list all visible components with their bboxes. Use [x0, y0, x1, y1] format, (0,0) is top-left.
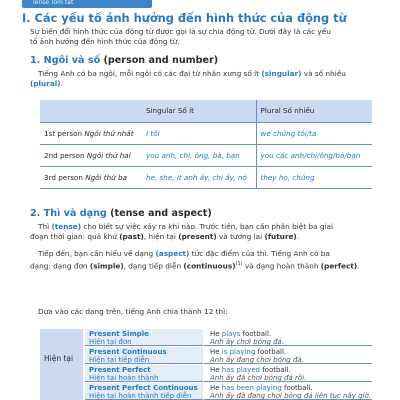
tense-name-cell	[85, 383, 203, 400]
table-row	[40, 122, 372, 144]
subsection-1-number: 1.	[30, 55, 41, 66]
person-table	[40, 100, 372, 189]
table-row	[85, 383, 372, 400]
person-cell	[40, 166, 142, 188]
example-object: football.	[259, 366, 291, 374]
banner-text: Tense Tóm tắt	[32, 0, 74, 6]
subsection-1-heading	[30, 55, 218, 66]
plural-cell: you các anh/chị/ông/bà/bạn	[256, 144, 372, 166]
tense-name-cell	[85, 365, 203, 382]
tense-example-cell	[204, 347, 372, 364]
plural-cell: we chúng tôi/ta	[256, 122, 372, 144]
tense-name-en: Present Simple	[89, 330, 149, 338]
person-vi: Ngôi thứ ba	[85, 172, 127, 182]
aspect-line-1: Tiếp đến, bạn cần hiểu về dạng (aspect) tức đặc điểm của thì. Tiếng Anh có ba	[38, 249, 330, 258]
tense-example-cell	[204, 383, 372, 400]
tense-name-vi: Hiện tại tiếp diễn	[89, 356, 150, 364]
tense-name-cell	[85, 347, 203, 364]
example-verb: is playing	[221, 348, 256, 356]
intro-line-1: Sự biến đổi hình thức của động từ được gọi là sự chia động từ. Dưới đây là các yếu	[30, 27, 331, 36]
subsection-1-paragraph	[30, 69, 388, 89]
subsection-2-title: Thì và dạng	[43, 208, 107, 219]
header-plural: Plural Số nhiều	[256, 100, 372, 122]
singular-cell: he, she, it anh ấy, chị ấy, nó	[142, 166, 256, 188]
example-verb: has played	[221, 366, 260, 374]
plural-term: (plural)	[30, 79, 61, 88]
subsection-2-heading	[30, 208, 212, 219]
singular-term: (singular)	[261, 69, 302, 78]
table-row	[85, 365, 372, 382]
example-object: football.	[240, 330, 272, 338]
header-singular: Singular Số ít	[142, 100, 256, 122]
tense-name-en: Present Continuous	[89, 348, 167, 356]
example-translation: Anh ấy đang chơi bóng đá.	[210, 356, 304, 364]
table-row	[40, 144, 372, 166]
tense-paragraph	[30, 222, 390, 242]
person-en: 1st person	[44, 128, 83, 138]
tense-group-cell	[40, 329, 84, 400]
example-object: football.	[255, 348, 287, 356]
example-verb: has been playing	[221, 384, 282, 392]
plural-cell: they họ, chúng	[256, 166, 372, 188]
example-translation: Anh ấy đã đang chơi bóng đá liên tục nãy giờ.	[210, 392, 371, 400]
example-subject: He	[210, 348, 222, 356]
example-subject: He	[210, 384, 222, 392]
example-verb: plays	[221, 330, 241, 338]
person-cell	[40, 122, 142, 144]
singular-cell: I tôi	[142, 122, 256, 144]
twelve-tenses-intro: Dựa vào các dạng trên, tiếng Anh chia thành 12 thì:	[38, 307, 228, 316]
tense-line-1: Thì (tense) cho biết sự việc xảy ra khi nào. Trước tiên, bạn cần phân biệt ba giai	[38, 222, 334, 231]
subsection-1-title-en: (person and number)	[103, 55, 219, 66]
singular-cell: you anh, chị, ông, bà, bạn	[142, 144, 256, 166]
person-cell	[40, 144, 142, 166]
tense-name-en: Present Perfect Continuous	[89, 384, 198, 392]
tense-name-en: Present Perfect	[89, 366, 151, 374]
subsection-2-number: 2.	[30, 208, 41, 219]
person-en: 3rd person	[44, 172, 83, 182]
example-subject: He	[210, 366, 222, 374]
example-object: football.	[281, 384, 313, 392]
table-row	[85, 347, 372, 364]
p1-text-a: Tiếng Anh có ba ngôi, mỗi ngôi có các đại từ nhân xưng số ít	[38, 69, 262, 78]
person-en: 2nd person	[44, 150, 85, 160]
p1-text-end: .	[60, 79, 63, 88]
subsection-2-title-en: (tense and aspect)	[110, 208, 212, 219]
person-vi: Ngôi thứ nhất	[84, 128, 134, 138]
person-vi: Ngôi thứ hai	[86, 150, 131, 160]
section-title: I. Các yếu tố ảnh hưởng đến hình thức của động từ	[22, 11, 347, 25]
tense-name-vi: Hiện tại đơn	[89, 338, 132, 346]
aspect-paragraph	[30, 249, 390, 271]
header-empty	[40, 100, 142, 122]
section-intro	[30, 27, 390, 47]
chapter-banner	[22, 0, 152, 8]
tense-line-2: đoạn thời gian: quá khứ (past), hiện tại (present) và tương lai (future).	[30, 232, 300, 241]
example-translation: Anh ấy đã chơi bóng đá rồi.	[210, 374, 307, 382]
intro-line-2: tố ảnh hưởng đến hình thức của động từ.	[30, 37, 180, 46]
tense-group-label: Hiện tại	[44, 354, 74, 363]
example-translation: Anh ấy chơi bóng đá.	[210, 338, 285, 346]
tense-name-cell	[85, 329, 203, 346]
subsection-1-title: Ngôi và số	[43, 55, 101, 66]
tense-example-cell	[204, 329, 372, 346]
example-subject: He	[210, 330, 222, 338]
tense-example-cell	[204, 365, 372, 382]
table-row	[40, 166, 372, 188]
aspect-line-2: dạng: dạng đơn (simple), dạng tiếp diễn (continuous)$^{(1)}$ và dạng hoàn thành (perfect).	[30, 261, 360, 271]
table-row	[85, 329, 372, 346]
p1-text-c: và số nhiều	[301, 69, 346, 78]
tense-name-vi: Hiện tại hoàn thành tiếp diễn	[89, 392, 192, 400]
person-table-header	[40, 100, 372, 122]
tense-name-vi: Hiện tại hoàn thành	[89, 374, 159, 382]
